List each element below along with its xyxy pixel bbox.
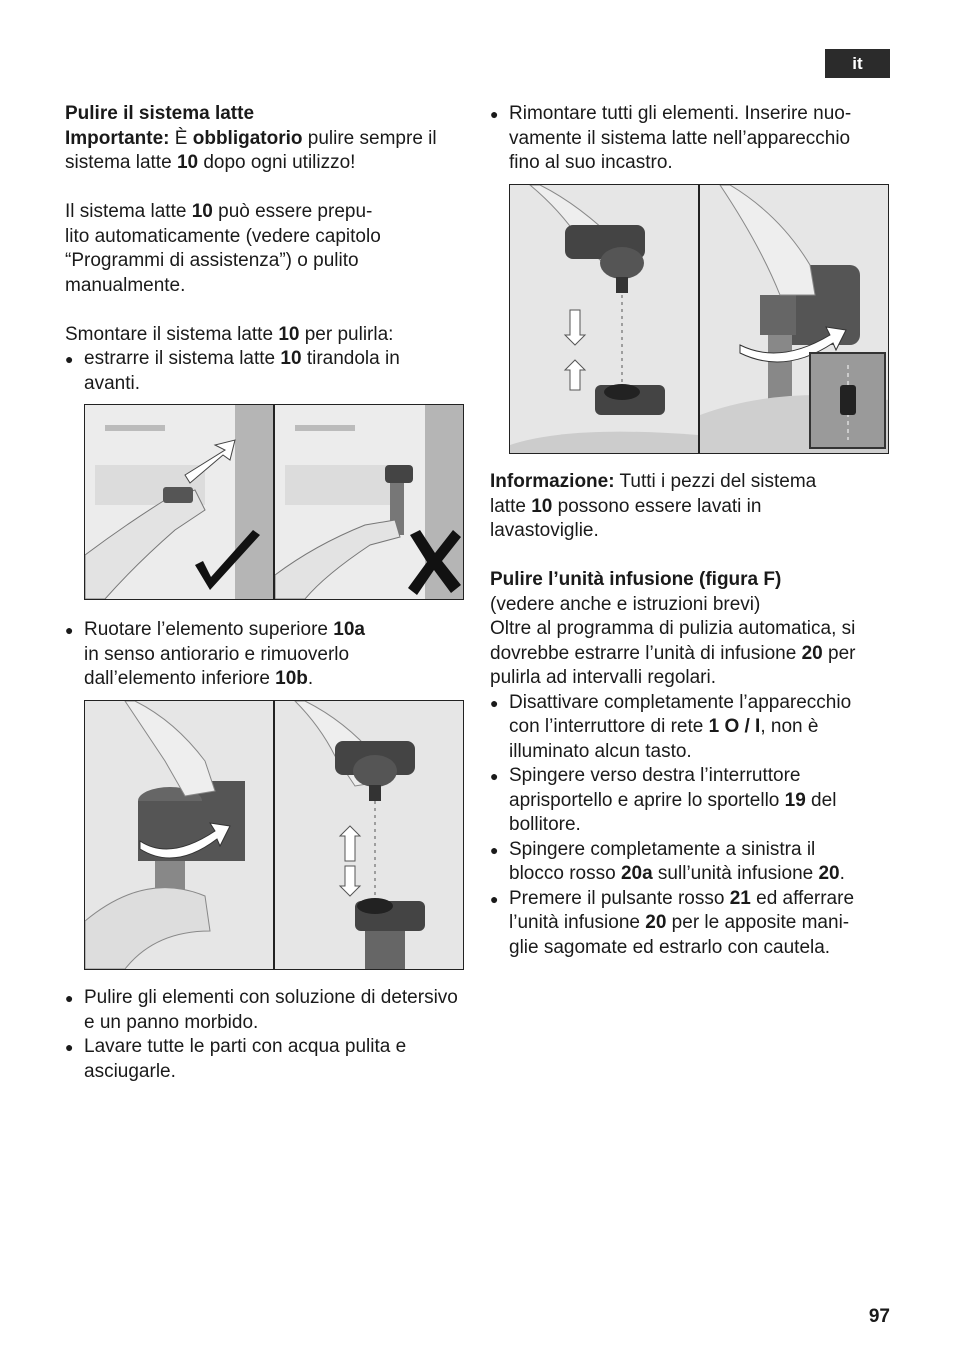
illustration-assemble: [510, 185, 698, 453]
info-note: Informazione: Tutti i pezzi del sistema latte 10 possono essere lavati in lavastoviglie.: [490, 471, 817, 541]
section-heading-brewing-unit: Pulire l’unità infusione (figura F): [490, 569, 782, 590]
illustration-rotate: [85, 701, 273, 969]
list-item: ● Rimontare tutti gli elementi. Inserire nuo- vamente il sistema latte nell’apparecchio fino al suo incastro.: [490, 102, 890, 176]
list-item: ● Spingere verso destra l’interruttore aprisportello e aprire lo sportello 19 del bollitore.: [490, 764, 890, 838]
left-column: [65, 102, 460, 396]
list-item: ● Spingere completamente a sinistra il blocco rosso 20a sull’unità infusione 20.: [490, 838, 890, 887]
section-heading-milk-system: Pulire il sistema latte: [65, 103, 255, 124]
figure-reassemble: [509, 184, 889, 454]
section-subheading: (vedere anche e istruzioni brevi): [490, 593, 761, 615]
illustration-insert: [700, 185, 888, 453]
figure-pull-milk-system: [84, 404, 464, 600]
right-column: [490, 102, 890, 176]
list-item: ● Premere il pulsante rosso 21 ed afferrare l’unità infusione 20 per le apposite mani- glie sagomate ed estrarlo con cautela.: [490, 887, 890, 961]
list-item: ● Pulire gli elementi con soluzione di detersivo e un panno morbido.: [65, 986, 460, 1035]
list-item: ● Disattivare completamente l’apparecchio con l’interruttore di rete 1 O / I, non è illuminato alcun tasto.: [490, 691, 890, 765]
figure-rotate-element: [84, 700, 464, 970]
pre-rinse-paragraph: Il sistema latte 10 può essere prepu- lito automaticamente (vedere capitolo “Programmi di assistenza”) o pulito manualmente.: [65, 201, 381, 296]
illustration-wrong: [275, 405, 463, 599]
list-item: ● Lavare tutte le parti con acqua pulita e asciugarle.: [65, 1035, 460, 1084]
list-item: ● Ruotare l’elemento superiore 10a in senso antiorario e rimuoverlo dall’elemento inferiore 10b.: [65, 618, 460, 692]
left-column-part2: [65, 618, 460, 692]
page-number: 97: [868, 1306, 890, 1327]
list-item: ● estrarre il sistema latte 10 tirandola in avanti.: [65, 347, 460, 396]
brewing-unit-paragraph: Oltre al programma di pulizia automatica, si dovrebbe estrarre l’unità di infusione 20 per pulirla ad intervalli regolari.: [490, 618, 856, 688]
left-column-part3: [65, 986, 460, 1084]
illustration-correct: [85, 405, 273, 599]
disassemble-paragraph: Smontare il sistema latte 10 per pulirla:: [65, 323, 394, 345]
language-tab: it: [825, 49, 890, 78]
important-note: Importante: È obbligatorio pulire sempre il sistema latte 10 dopo ogni utilizzo!: [65, 127, 437, 173]
right-column-part2: [490, 470, 890, 960]
illustration-separate: [275, 701, 463, 969]
